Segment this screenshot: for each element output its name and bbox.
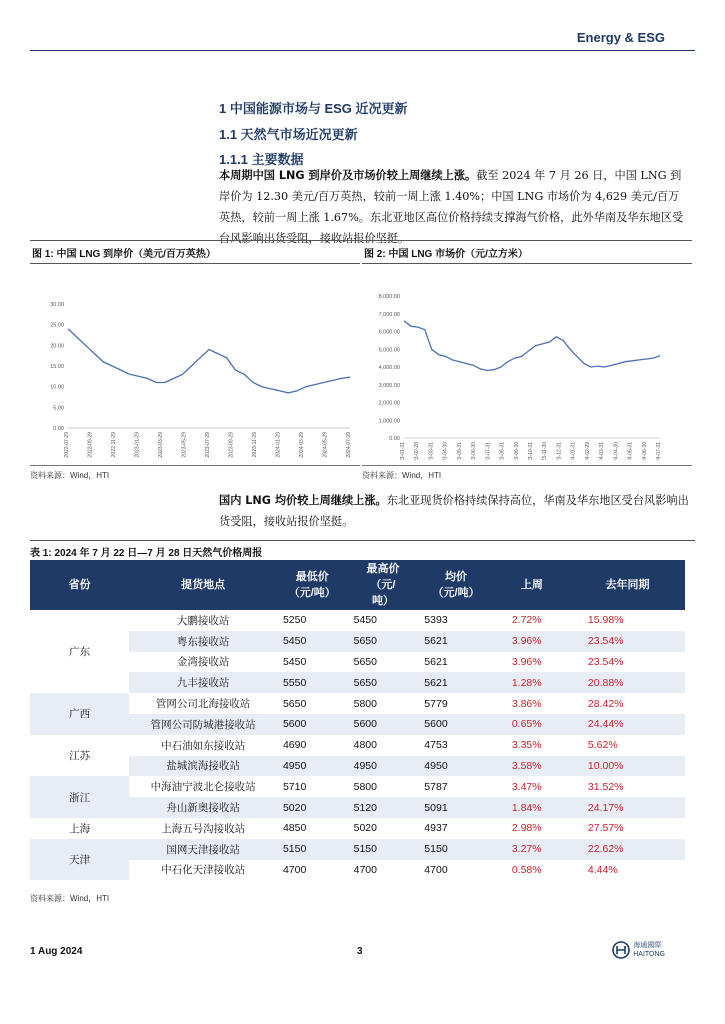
page-number: 3 [357,946,363,957]
cell-max: 5120 [348,797,419,818]
cell-week: 3.86% [511,697,542,710]
x-tick-label: 2023-09-30 [513,442,520,460]
cell-province: 上海 [69,822,91,835]
cell-max: 5800 [353,780,377,793]
cell-min: 5550 [277,672,348,693]
col-header-max-line1: 最高价 [366,563,400,575]
cell-avg: 4753 [424,739,448,752]
cell-yoy: 5.62% [587,739,618,752]
section-heading-1-1-1: 1.1.1 主要数据 [219,152,304,167]
figure-2-source: 资料来源：Wind，HTI [362,465,692,481]
y-tick-label: 3,000.00 [378,382,400,389]
cell-yoy: 20.88% [570,672,685,693]
y-tick-label: 0.00 [53,426,64,432]
cell-week: 1.84% [494,797,570,818]
cell-min: 5450 [277,631,348,652]
col-header-week: 上周 [494,560,570,610]
figure-1-chart [30,264,360,460]
x-tick-label: 2023-05-31 [456,442,463,460]
cell-week: 0.58% [511,863,542,876]
cell-min: 5650 [282,697,307,710]
x-tick-label: 2022-11-29 [111,432,117,458]
cell-week: 3.47% [511,780,542,793]
cell-yoy: 4.44% [587,863,618,876]
x-tick-label: 2024-06-30 [641,442,648,460]
x-tick-label: 2023-11-29 [252,432,258,458]
cell-week: 0.65% [494,714,570,735]
cell-max: 5650 [353,655,377,668]
paragraph-lead: 国内 LNG 均价较上周继续上涨。 [219,494,387,507]
cell-max: 4800 [353,739,377,752]
header-tag: Energy & ESG [576,30,665,45]
x-tick-label: 2023-03-31 [428,442,435,460]
cell-avg: 4700 [424,863,448,876]
y-tick-label: 15.00 [50,364,64,370]
x-tick-label: 2024-01-29 [275,432,282,458]
y-tick-label: 6,000.00 [378,329,400,336]
cell-min: 4950 [277,756,348,777]
x-tick-label: 2023-11-30 [542,442,549,460]
y-tick-label: 8,000.00 [378,294,400,300]
cell-yoy: 24.17% [570,797,685,818]
col-header-location: 提货地点 [129,560,277,610]
cell-location: 上海五号沟接收站 [161,822,246,835]
x-tick-label: 2023-10-31 [528,442,534,460]
cell-week: 3.35% [511,739,542,752]
figure-2-chart [362,264,692,460]
col-header-yoy: 去年同期 [570,560,685,610]
cell-yoy: 22.62% [570,839,685,860]
section-heading-1: 1 中国能源市场与 ESG 近况更新 [219,101,408,116]
cell-yoy: 27.57% [587,822,624,835]
cell-yoy: 23.54% [570,631,685,652]
cell-location: 中海油宁波北仑接收站 [150,781,256,794]
cell-min: 4690 [282,739,307,752]
cell-location: 舟山新奥接收站 [129,797,277,818]
section-heading-1-1: 1.1 天然气市场近况更新 [219,127,358,142]
cell-province: 天津 [30,839,129,881]
x-tick-label: 2024-05-31 [627,442,634,460]
x-tick-label: 2024-03-29 [299,432,305,458]
series-line [68,329,350,393]
x-tick-label: 2022-09-29 [87,432,94,458]
cell-max: 5650 [348,631,419,652]
x-tick-label: 2023-09-29 [228,432,235,458]
cell-avg: 5621 [418,631,494,652]
cell-week: 3.96% [511,655,542,668]
cell-avg: 5091 [418,797,494,818]
col-header-max [348,560,419,610]
col-header-avg-line1: 均价 [445,571,468,583]
cell-yoy: 31.52% [587,780,624,793]
cell-max: 4700 [353,863,377,876]
cell-min: 5250 [282,614,307,627]
figure-1-title: 图 1: 中国 LNG 到岸价（美元/百万英热） [30,240,360,264]
cell-location: 大鹏接收站 [176,614,230,627]
cell-min: 5600 [277,714,348,735]
cell-location: 管网公司防城港接收站 [129,714,277,735]
x-tick-label: 2024-01-31 [570,442,577,460]
y-tick-label: 10.00 [50,384,64,391]
x-tick-label: 2023-01-29 [134,432,141,458]
col-header-max-line2: （元/ [370,579,396,591]
haitong-logo [612,941,665,959]
cell-max: 5150 [348,839,419,860]
cell-yoy: 24.44% [570,714,685,735]
figure-1 [30,240,360,481]
x-tick-label: 2024-05-29 [322,432,329,458]
figure-2 [362,240,692,481]
cell-week: 2.98% [511,822,542,835]
table-row [30,776,685,797]
cell-location: 粤东接收站 [129,631,277,652]
cell-avg: 4950 [418,756,494,777]
paragraph-body: 截至 2024 年 7 月 26 日，中国 LNG 到岸价为 12.30 美元/百万英热，较前一周上涨 1.40%；中国 LNG 市场价为 4,629 美元/百万英热，较前一周上涨 1.67%。东北亚地区高位价格持续支撑海气价格，此外华南及华东地区受台风影响出货受阻，接收站报价坚挺。 [219,169,684,245]
cell-avg: 5621 [418,672,494,693]
cell-min: 5450 [282,655,307,668]
cell-week: 1.28% [494,672,570,693]
x-tick-label: 2024-03-31 [599,442,606,460]
cell-week: 3.58% [494,756,570,777]
y-tick-label: 20.00 [50,343,64,350]
col-header-min-line1: 最低价 [295,571,329,583]
paragraph-lng-average [219,490,689,532]
cell-location: 中石油如东接收站 [161,739,246,752]
cell-max: 5450 [353,614,377,627]
cell-max: 5020 [353,822,377,835]
x-tick-label: 2023-05-29 [181,432,188,458]
cell-province: 广西 [30,693,129,735]
y-tick-label: 5.00 [53,405,64,412]
cell-avg: 5621 [424,655,448,668]
table-source: 资料来源：Wind，HTI [30,894,110,903]
logo-cn: 海通國際 [633,942,662,949]
haitong-logo-icon [612,941,630,959]
x-tick-label: 2024-04-30 [613,442,620,460]
x-tick-label: 2023-06-30 [471,442,478,460]
paragraph-body: 东北亚现货价格持续保持高位，华南及华东地区受台风影响出货受阻，接收站报价坚挺。 [219,494,689,528]
logo-en: HAITONG [633,951,665,958]
y-tick-label: 25.00 [50,322,64,329]
cell-min: 5710 [282,780,307,793]
cell-location: 中石化天津接收站 [161,864,246,877]
cell-yoy: 15.98% [587,614,624,627]
x-tick-label: 2023-02-28 [414,442,421,460]
table-row [30,818,685,839]
y-tick-label: 0.00 [389,436,400,442]
y-tick-label: 1,000.00 [378,418,400,425]
cell-province: 浙江 [30,776,129,818]
cell-week: 2.72% [511,614,542,627]
header-divider [30,50,695,51]
cell-avg: 5393 [424,614,448,627]
x-tick-label: 2024-02-29 [584,442,591,460]
cell-min: 4850 [282,822,307,835]
x-tick-label: 2024-07-31 [656,442,662,460]
y-tick-label: 2,000.00 [378,400,400,407]
cell-max: 4950 [348,756,419,777]
footer-date: 1 Aug 2024 [30,946,83,957]
x-tick-label: 2023-01-31 [400,442,406,460]
cell-max: 5650 [348,672,419,693]
cell-max: 5600 [348,714,419,735]
table-title: 表 1: 2024 年 7 月 22 日—7 月 28 日天然气价格周报 [30,548,263,559]
cell-avg: 5787 [424,780,448,793]
cell-week: 3.96% [494,631,570,652]
x-tick-label: 2023-12-31 [556,442,563,460]
cell-avg: 4937 [424,822,448,835]
col-header-avg [418,560,494,610]
paragraph-lng-price [219,165,689,249]
x-tick-label: 2023-08-31 [499,442,506,460]
table-row [30,735,685,756]
x-tick-label: 2023-07-29 [205,432,211,458]
cell-location: 管网公司北海接收站 [155,698,251,711]
figure-1-source: 资料来源：Wind，HTI [30,465,360,481]
x-tick-label: 2024-07-29 [346,432,352,458]
table-row [30,610,685,631]
y-tick-label: 5,000.00 [378,347,400,354]
y-tick-label: 7,000.00 [378,311,400,318]
cell-min: 5150 [277,839,348,860]
y-tick-label: 4,000.00 [378,365,400,371]
cell-avg: 5150 [418,839,494,860]
cell-location: 国网天津接收站 [129,839,277,860]
cell-province: 江苏 [69,750,91,763]
table-row [30,693,685,714]
col-header-max-line3: 吨） [371,595,394,607]
x-tick-label: 2022-07-29 [64,432,70,458]
y-tick-label: 30.00 [50,302,64,308]
x-tick-label: 2023-03-29 [158,432,164,458]
cell-min: 4700 [282,863,307,876]
cell-province: 广东 [69,646,91,659]
table-divider [30,540,695,541]
cell-location: 金湾接收站 [176,656,230,669]
table-row [30,839,685,860]
cell-yoy: 23.54% [587,655,624,668]
figure-2-title: 图 2: 中国 LNG 市场价（元/立方米） [362,240,692,264]
col-header-province: 省份 [30,560,129,610]
price-table [30,560,685,880]
cell-yoy: 10.00% [570,756,685,777]
cell-location: 盐城滨海接收站 [129,756,277,777]
cell-week: 3.27% [494,839,570,860]
col-header-min [277,560,348,610]
col-header-min-line2: （元/吨） [288,587,336,599]
series-line [404,321,660,371]
x-tick-label: 2023-04-30 [442,442,449,460]
cell-yoy: 28.42% [587,697,624,710]
cell-min: 5020 [277,797,348,818]
paragraph-lead: 本周期中国 LNG 到岸价及市场价较上周继续上涨。 [219,169,477,182]
col-header-avg-line2: （元/吨） [432,587,480,599]
cell-max: 5800 [353,697,377,710]
cell-avg: 5779 [424,697,448,710]
cell-avg: 5600 [418,714,494,735]
x-tick-label: 2023-07-31 [485,442,492,460]
cell-location: 九丰接收站 [129,672,277,693]
